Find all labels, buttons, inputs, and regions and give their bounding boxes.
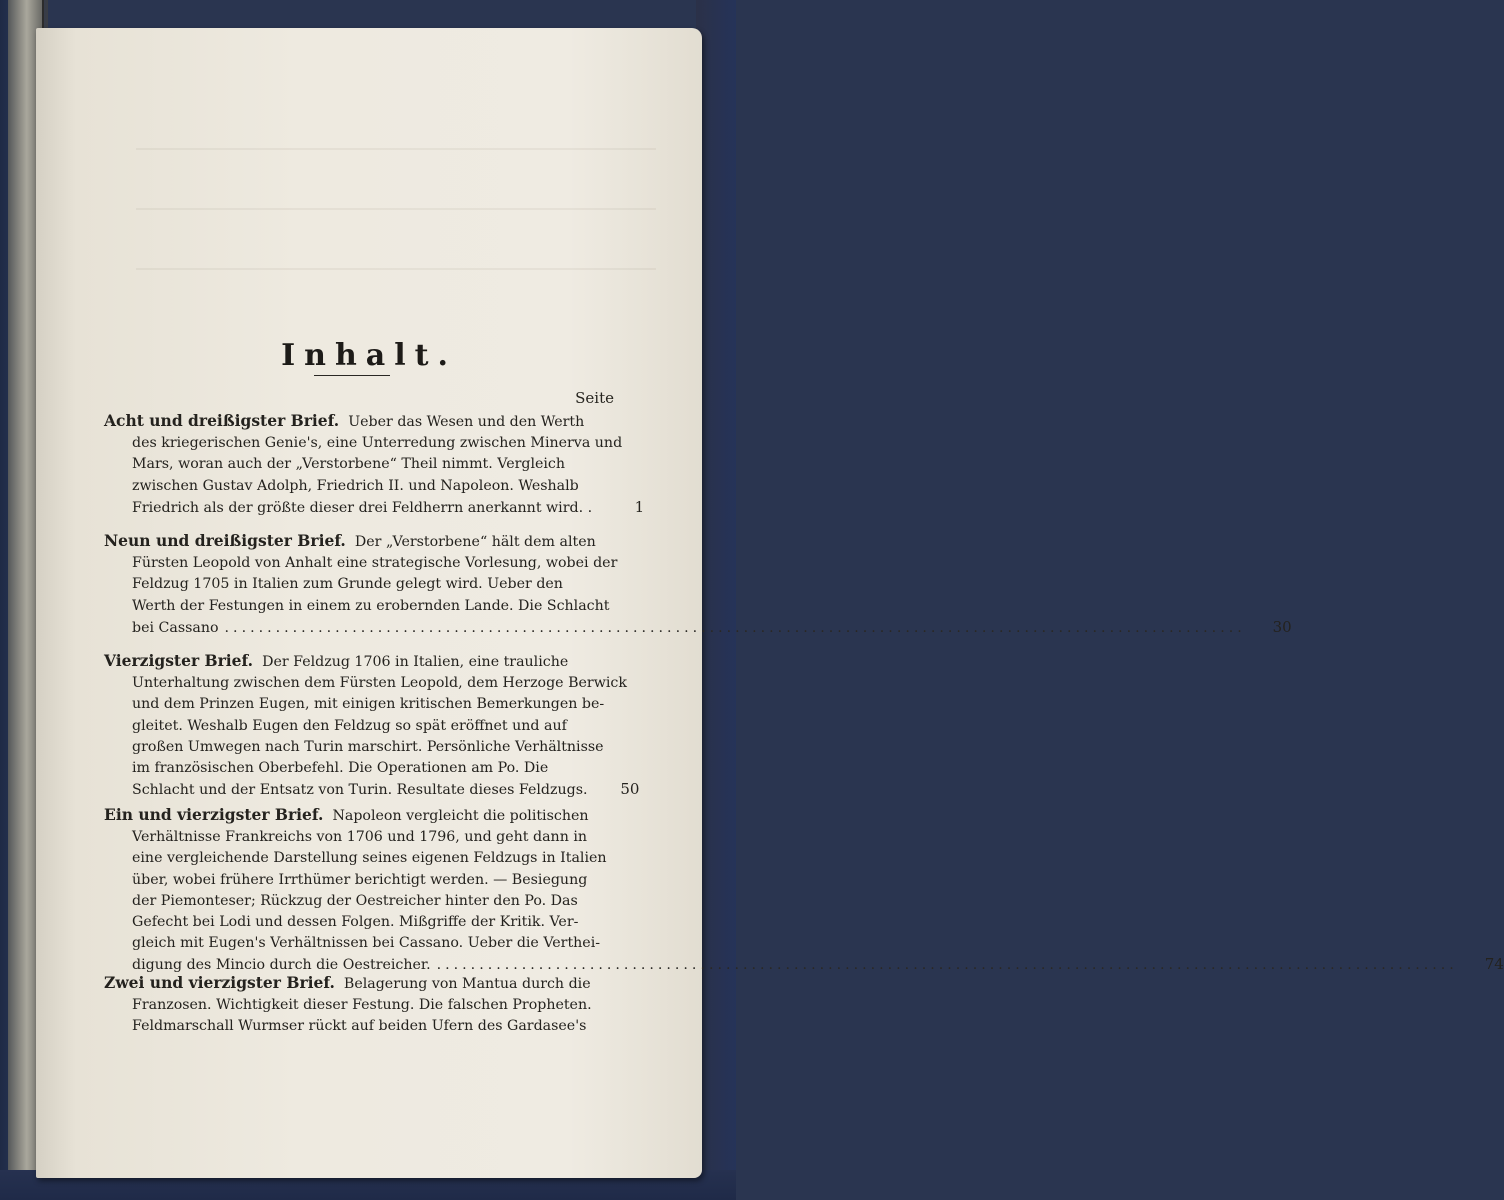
entry-line: über, wobei frühere Irrthümer berichtigt werden. — Besiegung: [132, 871, 588, 888]
entry-heading: Ein und vierzigster Brief.: [104, 805, 324, 824]
entry-text: digung des Mincio durch die Oestreicher.: [132, 957, 431, 974]
page-number: 74: [1484, 955, 1504, 974]
entry-text: Der Feldzug 1706 in Italien, eine trauliche: [262, 654, 569, 670]
entry-text: Ueber das Wesen und den Werth: [348, 414, 585, 430]
entry-line: Fürsten Leopold von Anhalt eine strategische Vorlesung, wobei der: [132, 555, 618, 572]
entry-line: Feldmarschall Wurmser rückt auf beiden Ufern des Gardasee's: [132, 1018, 587, 1035]
entry-last-line: [104, 497, 645, 519]
bleed-through-line: [136, 208, 656, 210]
entry-line: Unterhaltung zwischen dem Fürsten Leopold, dem Herzoge Berwick: [132, 675, 627, 692]
entry-line: eine vergleichende Darstellung seines eigenen Feldzugs in Italien: [132, 850, 607, 867]
page-number: 1: [634, 497, 645, 516]
entry-text: Der „Verstorbene“ hält dem alten: [354, 534, 596, 550]
bleed-through-line: [136, 148, 656, 150]
page-number: 30: [1272, 617, 1292, 636]
dot-leader: ........................................................................................................................: [436, 957, 1458, 974]
entry-heading: Acht und dreißigster Brief.: [104, 411, 340, 430]
entry-line: gleich mit Eugen's Verhältnissen bei Cassano. Ueber die Verthei-: [132, 935, 601, 952]
entry-first-line: [104, 410, 634, 433]
entry-line: gleitet. Weshalb Eugen den Feldzug so spät eröffnet und auf: [132, 717, 567, 734]
entry-line: Verhältnisse Frankreichs von 1706 und 1796, und geht dann in: [132, 829, 588, 846]
entry-heading: Zwei und vierzigster Brief.: [104, 973, 335, 992]
toc-entry: [104, 410, 645, 519]
entry-line: Feldzug 1705 in Italien zum Grunde gelegt wird. Ueber den: [132, 576, 563, 593]
entry-line: Franzosen. Wichtigkeit dieser Festung. Die falschen Propheten.: [132, 997, 592, 1014]
toc-entry: [104, 804, 1504, 977]
entry-text: Friedrich als der größte dieser drei Feldherrn anerkannt wird. .: [132, 499, 593, 516]
bleed-through-line: [136, 268, 656, 270]
entry-line: Gefecht bei Lodi und dessen Folgen. Mißgriffe der Kritik. Ver-: [132, 914, 579, 931]
dot-leader: ........................................................................................................................: [224, 619, 1246, 636]
page-title: Inhalt.: [281, 338, 457, 373]
page-column-label: Seite: [575, 389, 614, 407]
entry-text: bei Cassano: [132, 619, 219, 636]
entry-first-line: [104, 650, 634, 673]
entry-text: Belagerung von Mantua durch die: [343, 976, 591, 992]
entry-line: des kriegerischen Genie's, eine Unterredung zwischen Minerva und: [132, 435, 623, 452]
entry-line: und dem Prinzen Eugen, mit einigen kritischen Bemerkungen be-: [132, 696, 605, 713]
toc-entry: [104, 530, 1292, 639]
entry-first-line: [104, 804, 634, 827]
entry-last-line: [104, 779, 640, 801]
toc-entry: [104, 972, 634, 1038]
entry-text: Schlacht und der Entsatz von Turin. Resultate dieses Feldzugs.: [132, 782, 588, 799]
entry-line: zwischen Gustav Adolph, Friedrich II. und Napoleon. Weshalb: [132, 477, 579, 494]
entry-first-line: [104, 530, 634, 553]
background-right: [696, 0, 736, 1200]
entry-line: im französischen Oberbefehl. Die Operationen am Po. Die: [132, 760, 549, 777]
entry-line: der Piemonteser; Rückzug der Oestreicher hinter den Po. Das: [132, 892, 578, 909]
title-rule: [314, 375, 390, 376]
book-page: [36, 28, 1504, 1178]
entry-first-line: [104, 972, 634, 995]
entry-heading: Neun und dreißigster Brief.: [104, 531, 346, 550]
entry-line: Werth der Festungen in einem zu erobernden Lande. Die Schlacht: [132, 597, 610, 614]
page-number: 50: [620, 780, 640, 799]
toc-entry: [104, 650, 640, 801]
entry-heading: Vierzigster Brief.: [104, 651, 254, 670]
entry-line: Mars, woran auch der „Verstorbene“ Theil nimmt. Vergleich: [132, 456, 566, 473]
entry-line: großen Umwegen nach Turin marschirt. Persönliche Verhältnisse: [132, 738, 604, 755]
entry-last-line: [104, 617, 1292, 639]
entry-text: Napoleon vergleicht die politischen: [332, 808, 589, 824]
